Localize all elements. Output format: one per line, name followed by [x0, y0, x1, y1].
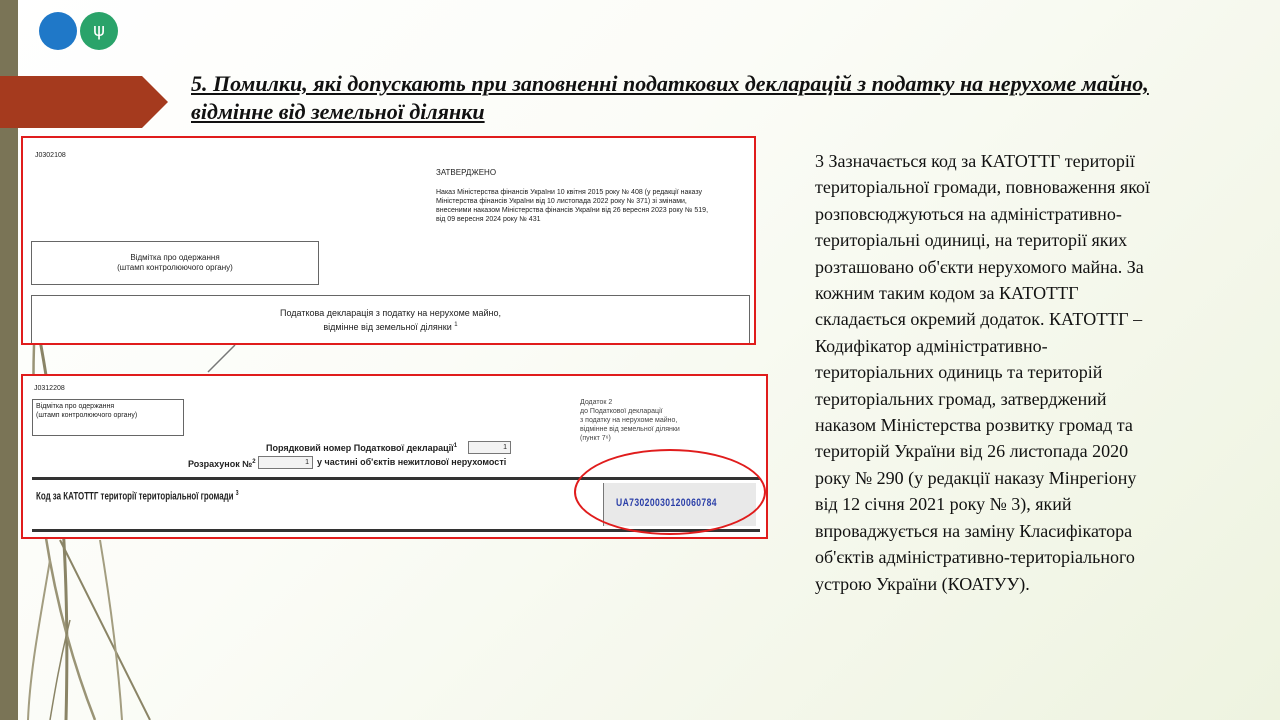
trident-logo-icon: ψ [80, 12, 118, 50]
order-text: Наказ Міністерства фінансів України 10 квітня 2015 року № 408 (у редакції наказу Міністерства фінансів України від 10 листопада 2022 року № 371) зі змінами, внесеними наказом Міністерства фінансів України від 26 вересня 2023 року № 519, від 09 вересня 2024 року № 431 [436, 189, 709, 223]
footnote-explanation: 3 Зазначається код за КАТОТТГ території територіальної громади, повноваження якої розповсюджуються на адміністративно-територіальні одиниці, на території яких розташовано об'єкти нерухомого майна. За кожним таким кодом за КАТОТТГ складається окремий додаток. КАТОТТГ – Кодифікатор адміністративно-територіальних одиниць та територій територіальних громад, затверджений наказом Міністерства розвитку громад та територій України від 26 листопада 2020 року № 290 (у редакції наказу Мінрегіону від 12 січня 2021 року № 3), який впроваджується на заміну Класифікатора об'єктів адміністративно-територіального устрою України (КОАТУУ). [815, 151, 1151, 594]
serial-number-label: Порядковий номер Податкової декларації$^1$ [266, 443, 458, 453]
serial-number-field: 1 [468, 441, 511, 454]
form-code: J0302108 [35, 152, 66, 159]
logo-blue-circle [39, 12, 77, 50]
appendix-receipt-stamp-box: Відмітка про одержання (штамп контролюючого органу) [32, 399, 184, 436]
approved-label: ЗАТВЕРДЖЕНО [436, 168, 497, 177]
katottg-code-label: Код за КАТОТТГ території територіальної громади $^3$ [36, 490, 239, 503]
highlight-ellipse [574, 449, 766, 535]
title-arrow-marker [0, 76, 168, 128]
calc-number-field: 1 [258, 456, 313, 469]
appendix-form-code: J0312208 [34, 385, 65, 392]
calc-number-label: Розрахунок №$^2$ [188, 459, 256, 469]
slide-title: 5. Помилки, які допускають при заповненні податкових декларацій з податку на нерухоме майно, відмінне від земельної ділянки [191, 71, 1149, 124]
appendix-form-excerpt [21, 374, 768, 539]
receipt-stamp-box: Відмітка про одержання (штамп контролюючого органу) [31, 241, 319, 285]
katottg-code-value: UA73020030120060784 [616, 497, 717, 509]
calc-scope-label: у частині об'єктів нежитлової нерухомості [317, 457, 507, 467]
declaration-form-excerpt [21, 136, 756, 345]
declaration-title-box: Податкова декларація з податку на нерухоме майно, відмінне від земельної ділянки $^1$ [31, 295, 750, 345]
appendix-note: Додаток 2 до Податкової декларації з податку на нерухоме майно, відмінне від земельної ділянки (пункт 7⁶) [580, 399, 680, 442]
